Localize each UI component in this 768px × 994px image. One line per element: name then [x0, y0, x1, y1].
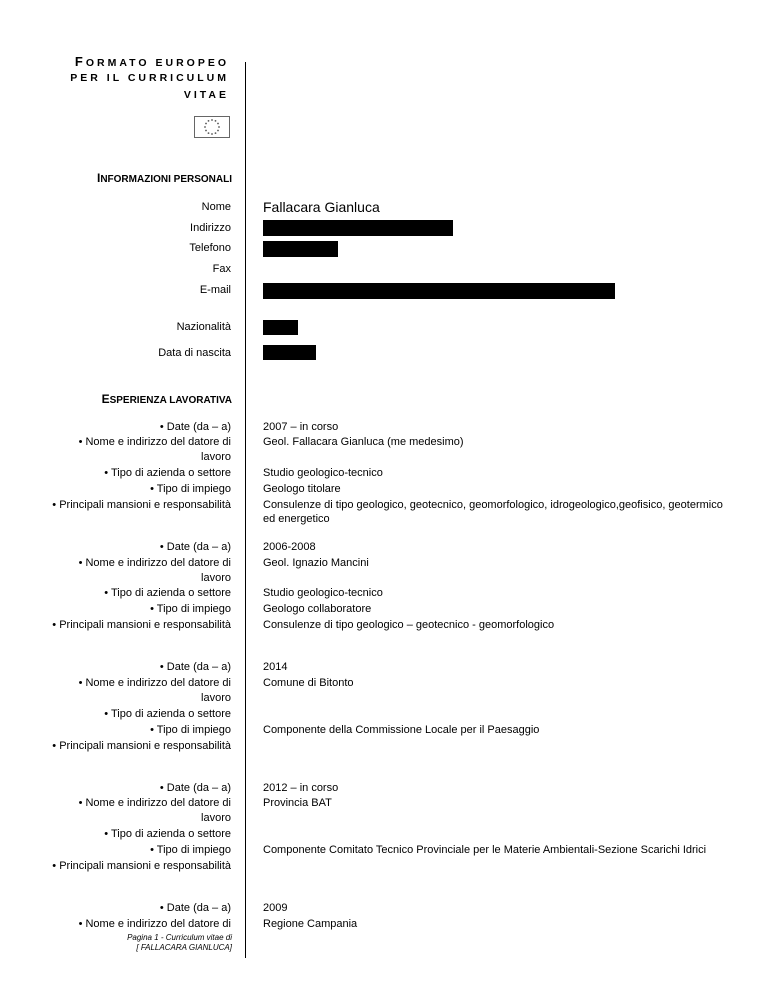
eu-flag-icon: [194, 116, 230, 138]
label-email: E-mail: [199, 284, 231, 296]
label-date: • Date (da – a): [159, 782, 231, 794]
value-datore: Provincia BAT: [263, 797, 332, 809]
label-tipo-impiego: • Tipo di impiego: [150, 483, 231, 495]
label-indirizzo: Indirizzo: [190, 222, 231, 234]
value-datore: Geol. Ignazio Mancini: [263, 557, 369, 569]
value-date: 2006-2008: [263, 541, 316, 553]
label-datore-cont: lavoro: [201, 451, 231, 463]
cv-title-line-2: PER IL CURRICULUM: [70, 72, 229, 84]
label-mansioni: • Principali mansioni e responsabilità: [52, 499, 231, 511]
value-date: 2012 – in corso: [263, 782, 339, 794]
footer-page-line-2: [ FALLACARA GIANLUCA]: [136, 943, 232, 952]
footer-page-line-1: Pagina 1 - Curriculum vitae di: [127, 933, 232, 942]
redacted-nazionalita: [263, 320, 298, 335]
label-datore-cont: lavoro: [201, 812, 231, 824]
value-date: 2009: [263, 902, 288, 914]
label-tipo-azienda: • Tipo di azienda o settore: [104, 467, 231, 479]
value-tipo-impiego: Componente Comitato Tecnico Provinciale per le Materie Ambientali-Sezione Scarichi Idrici: [263, 844, 707, 856]
value-mansioni: Consulenze di tipo geologico, geotecnico, geomorfologico, idrogeologico,geofisico, geotermico: [263, 499, 723, 511]
cv-title-line-3: VITAE: [183, 89, 229, 101]
section-heading-personal: INFORMAZIONI PERSONALI: [96, 171, 232, 185]
section-heading-experience: ESPERIENZA LAVORATIVA: [101, 392, 232, 406]
column-divider: [245, 62, 246, 958]
redacted-email: [263, 283, 615, 299]
label-datore: • Nome e indirizzo del datore di: [78, 797, 231, 809]
value-mansioni-cont: ed energetico: [263, 513, 330, 525]
label-date: • Date (da – a): [159, 661, 231, 673]
label-telefono: Telefono: [189, 242, 231, 254]
label-nazionalita: Nazionalità: [176, 321, 231, 333]
label-tipo-azienda: • Tipo di azienda o settore: [104, 828, 231, 840]
label-tipo-azienda: • Tipo di azienda o settore: [104, 708, 231, 720]
value-tipo-azienda: Studio geologico-tecnico: [263, 587, 383, 599]
label-datore: • Nome e indirizzo del datore di: [78, 918, 231, 930]
value-datore: Comune di Bitonto: [263, 677, 354, 689]
label-datore-cont: lavoro: [201, 572, 231, 584]
value-datore: Geol. Fallacara Gianluca (me medesimo): [263, 436, 464, 448]
label-datore: • Nome e indirizzo del datore di: [78, 677, 231, 689]
value-tipo-impiego: Geologo titolare: [263, 483, 341, 495]
label-nome: Nome: [201, 201, 231, 213]
label-date: • Date (da – a): [159, 421, 231, 433]
label-tipo-azienda: • Tipo di azienda o settore: [104, 587, 231, 599]
label-datore-cont: lavoro: [201, 692, 231, 704]
label-date: • Date (da – a): [159, 541, 231, 553]
label-mansioni: • Principali mansioni e responsabilità: [52, 740, 231, 752]
value-date: 2014: [263, 661, 288, 673]
redacted-telefono: [263, 241, 338, 257]
value-tipo-azienda: Studio geologico-tecnico: [263, 467, 383, 479]
redacted-indirizzo: [263, 220, 453, 236]
label-tipo-impiego: • Tipo di impiego: [150, 724, 231, 736]
label-datore: • Nome e indirizzo del datore di: [78, 436, 231, 448]
label-tipo-impiego: • Tipo di impiego: [150, 603, 231, 615]
cv-title-line-1: FORMATO EUROPEO: [74, 54, 229, 69]
value-tipo-impiego: Componente della Commissione Locale per il Paesaggio: [263, 724, 540, 736]
label-tipo-impiego: • Tipo di impiego: [150, 844, 231, 856]
label-data-nascita: Data di nascita: [158, 347, 231, 359]
label-mansioni: • Principali mansioni e responsabilità: [52, 860, 231, 872]
label-fax: Fax: [212, 263, 231, 275]
value-mansioni: Consulenze di tipo geologico – geotecnico - geomorfologico: [263, 619, 555, 631]
value-date: 2007 – in corso: [263, 421, 339, 433]
label-datore: • Nome e indirizzo del datore di: [78, 557, 231, 569]
value-tipo-impiego: Geologo collaboratore: [263, 603, 372, 615]
label-date: • Date (da – a): [159, 902, 231, 914]
label-mansioni: • Principali mansioni e responsabilità: [52, 619, 231, 631]
redacted-data-nascita: [263, 345, 316, 360]
value-nome: Fallacara Gianluca: [263, 199, 380, 215]
value-datore: Regione Campania: [263, 918, 358, 930]
